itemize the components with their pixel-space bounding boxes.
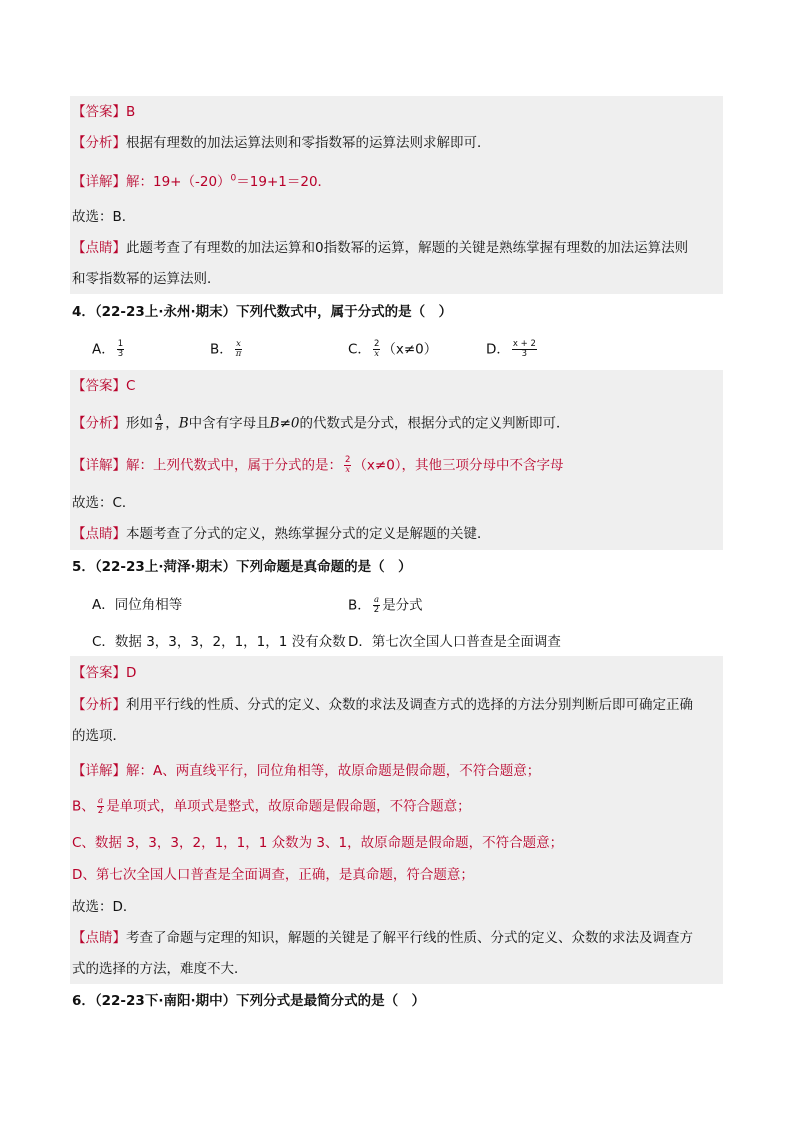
fraction: $\frac{2}{x}$ [373, 339, 380, 359]
question-5-stem: 5．（22-23上·菏泽·期末）下列命题是真命题的是（ ） [72, 559, 412, 575]
analysis-line: 【分析】形如 $\frac{A}{B}$ ，B中含有字母且B≠0的代数式是分式，根据分式的定义判断即可． [72, 413, 570, 433]
fraction: $\frac{1}{3}$ [117, 339, 124, 359]
analysis-line-2: 的选项． [72, 728, 126, 744]
fraction: $\frac{a}{2}$ [97, 796, 104, 816]
comment-line: 【点睛】本题考查了分式的定义，熟练掌握分式的定义是解题的关键． [72, 526, 491, 542]
q5-option-a: A．同位角相等 [92, 597, 183, 613]
choice-line: 故选：C． [72, 495, 136, 511]
detail-line-4: D、第七次全国人口普查是全面调查，正确，是真命题，符合题意； [72, 867, 474, 883]
detail-line: 【详解】解：上列代数式中，属于分式的是： $\frac{2}{x}$ （x≠0），其他三项分母中不含字母 [72, 455, 564, 475]
question-6-stem: 6．（22-23下·南阳·期中）下列分式是最简分式的是（ ） [72, 993, 426, 1009]
answer-line: 【答案】B [72, 104, 136, 120]
q4-option-b: B． $\frac{x}{\pi}$ [210, 339, 242, 359]
fraction: $\frac{x}{\pi}$ [235, 339, 242, 359]
q5-option-c: C．数据 3，3，3，2，1，1，1 没有众数 [92, 634, 346, 650]
q5-option-b: B． $\frac{a}{2}$ 是分式 [348, 595, 423, 615]
solution-block-3 [70, 96, 723, 294]
detail-line-1: 【详解】解：A、两直线平行，同位角相等，故原命题是假命题，不符合题意； [72, 763, 541, 779]
comment-line-2: 和零指数幂的运算法则． [72, 271, 221, 287]
q4-option-c: C． $\frac{2}{x}$ （x≠0） [348, 339, 438, 359]
choice-line: 故选：B． [72, 209, 136, 225]
question-4-stem: 4．（22-23上·永州·期末）下列代数式中，属于分式的是（ ） [72, 304, 453, 320]
comment-line-1: 【点睛】此题考查了有理数的加法运算和0指数幂的运算，解题的关键是熟练掌握有理数的加法运算法则 [72, 240, 689, 256]
fraction: $\frac{A}{B}$ [156, 413, 163, 433]
fraction: $\frac{2}{x}$ [345, 455, 351, 475]
analysis-line-1: 【分析】利用平行线的性质、分式的定义、众数的求法及调查方式的选择的方法分别判断后即可确定正确 [72, 697, 693, 713]
detail-line-2: B、 $\frac{a}{2}$ 是单项式，单项式是整式，故原命题是假命题，不符合题意； [72, 796, 471, 816]
comment-line-1: 【点睛】考查了命题与定理的知识，解题的关键是了解平行线的性质、分式的定义、众数的求法及调查方 [72, 930, 693, 946]
q4-option-d: D． $\frac{x + 2}{3}$ [486, 339, 536, 359]
fraction: $\frac{x + 2}{3}$ [512, 339, 536, 359]
detail-line-3: C、数据 3，3，3，2，1，1，1 众数为 3、1，故原命题是假命题，不符合题意； [72, 835, 564, 851]
fraction: $\frac{a}{2}$ [373, 595, 380, 615]
answer-line: 【答案】D [72, 665, 137, 681]
q4-option-a: A． $\frac{1}{3}$ [92, 339, 124, 359]
detail-line: 【详解】解：$19+(-20)^0=19+1=20$． [72, 173, 332, 190]
analysis-line: 【分析】根据有理数的加法运算法则和零指数幂的运算法则求解即可． [72, 135, 491, 151]
comment-line-2: 式的选择的方法，难度不大． [72, 961, 248, 977]
q5-option-d: D．第七次全国人口普查是全面调查 [348, 634, 561, 650]
choice-line: 故选：D． [72, 899, 137, 915]
answer-line: 【答案】C [72, 378, 136, 394]
